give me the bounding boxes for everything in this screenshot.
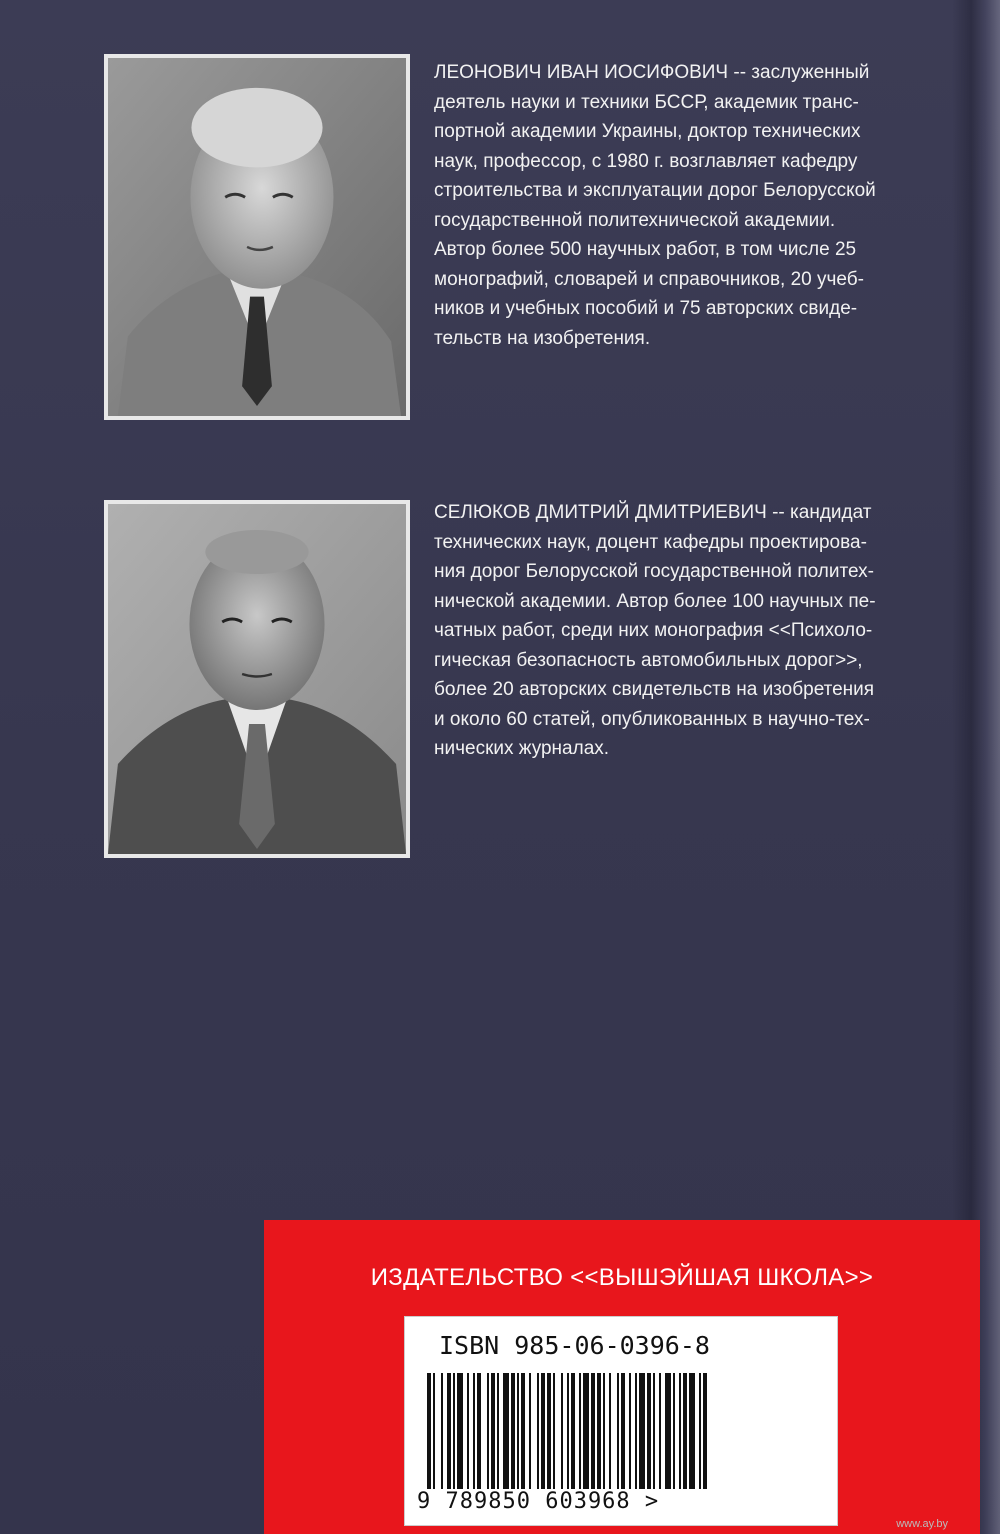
barcode-bar (511, 1373, 515, 1489)
author2-bio-line: ния дорог Белорусской государственной политех- (434, 561, 874, 582)
barcode-bar (621, 1373, 625, 1489)
barcode-bar (665, 1373, 671, 1489)
barcode-bar (683, 1373, 687, 1489)
author1-bio-line: строительства и эксплуатации дорог Белорусской (434, 180, 876, 201)
barcode-bar (635, 1373, 637, 1489)
barcode-bar (517, 1373, 519, 1489)
barcode-bar (699, 1373, 701, 1489)
barcode-bar (473, 1373, 475, 1489)
author1-portrait-image (108, 58, 406, 416)
author2-portrait-image (108, 504, 406, 854)
author2-bio-line: нической академии. Автор более 100 научных пе- (434, 590, 876, 612)
barcode-bar (689, 1373, 695, 1489)
author2-bio-line: технических наук, доцент кафедры проектирова- (434, 531, 867, 553)
ean-number: 9 789850 603968 > (417, 1489, 660, 1514)
barcode-bar (561, 1373, 563, 1489)
author2-bio (434, 498, 942, 764)
barcode-bars (419, 1373, 823, 1489)
isbn-number: ISBN 985-06-0396-8 (439, 1331, 710, 1360)
barcode-bar (547, 1373, 551, 1489)
author2-photo (104, 500, 410, 858)
publisher-panel (264, 1220, 980, 1534)
barcode-bar (567, 1373, 569, 1489)
barcode-label (404, 1316, 838, 1526)
barcode-bar (679, 1373, 681, 1489)
barcode-bar (553, 1373, 555, 1489)
barcode-bar (503, 1373, 509, 1489)
barcode-bar (609, 1373, 611, 1489)
barcode-bar (617, 1373, 619, 1489)
barcode-bar (703, 1373, 707, 1489)
publisher-name: ИЗДАТЕЛЬСТВО <<ВЫШЭЙШАЯ ШКОЛА>> (370, 1264, 874, 1291)
author2-bio-line: и около 60 статей, опубликованных в научно-тех- (434, 708, 870, 730)
barcode-bar (447, 1373, 451, 1489)
author1-photo (104, 54, 410, 420)
author2-bio-line: нических журналах. (434, 738, 610, 759)
author2-bio-line: чатных работ, среди них монография <<Психоло- (434, 620, 873, 641)
barcode-bar (521, 1373, 525, 1489)
barcode-bar (477, 1373, 481, 1489)
barcode-bar (497, 1373, 499, 1489)
author1-bio-line: монографий, словарей и справочников, 20 учеб- (434, 268, 864, 290)
author1-bio-line: Автор более 500 научных работ, в том числе 25 (434, 239, 857, 260)
barcode-bar (441, 1373, 443, 1489)
author2-bio-line: более 20 авторских свидетельств на изобретения (434, 679, 875, 700)
author1-bio (434, 58, 942, 353)
barcode-bar (583, 1373, 589, 1489)
barcode-bar (673, 1373, 675, 1489)
barcode-bar (659, 1373, 661, 1489)
watermark: www.ay.by (896, 1518, 948, 1530)
author1-bio-line: портной академии Украины, доктор технических (434, 121, 861, 142)
author1-bio-line: ЛЕОНОВИЧ ИВАН ИОСИФОВИЧ -- заслуженный (434, 62, 870, 83)
author2-bio-line: СЕЛЮКОВ ДМИТРИЙ ДМИТРИЕВИЧ -- кандидат (434, 502, 872, 523)
barcode-bar (571, 1373, 575, 1489)
author1-bio-line: наук, профессор, с 1980 г. возглавляет кафедру (434, 150, 858, 172)
barcode-bar (453, 1373, 455, 1489)
barcode-bar (529, 1373, 531, 1489)
barcode-bar (647, 1373, 651, 1489)
barcode-bar (603, 1373, 605, 1489)
barcode-bar (467, 1373, 469, 1489)
barcode-bar (433, 1373, 435, 1489)
barcode-bar (537, 1373, 539, 1489)
barcode-bar (457, 1373, 463, 1489)
barcode-bar (487, 1373, 489, 1489)
barcode-bar (639, 1373, 645, 1489)
author2-bio-line: гическая безопасность автомобильных дорог>>, (434, 649, 863, 671)
barcode-bar (579, 1373, 581, 1489)
author1-bio-line: тельств на изобретения. (434, 327, 651, 349)
barcode-bar (591, 1373, 595, 1489)
barcode-bar (427, 1373, 431, 1489)
barcode-bar (491, 1373, 495, 1489)
barcode-bar (541, 1373, 545, 1489)
author1-bio-line: деятель науки и техники БССР, академик транс- (434, 91, 859, 113)
barcode-bar (653, 1373, 655, 1489)
barcode-bar (597, 1373, 601, 1489)
barcode-bar (629, 1373, 631, 1489)
author1-bio-line: государственной политехнической академии. (434, 209, 836, 231)
author1-bio-line: ников и учебных пособий и 75 авторских свиде- (434, 298, 858, 319)
